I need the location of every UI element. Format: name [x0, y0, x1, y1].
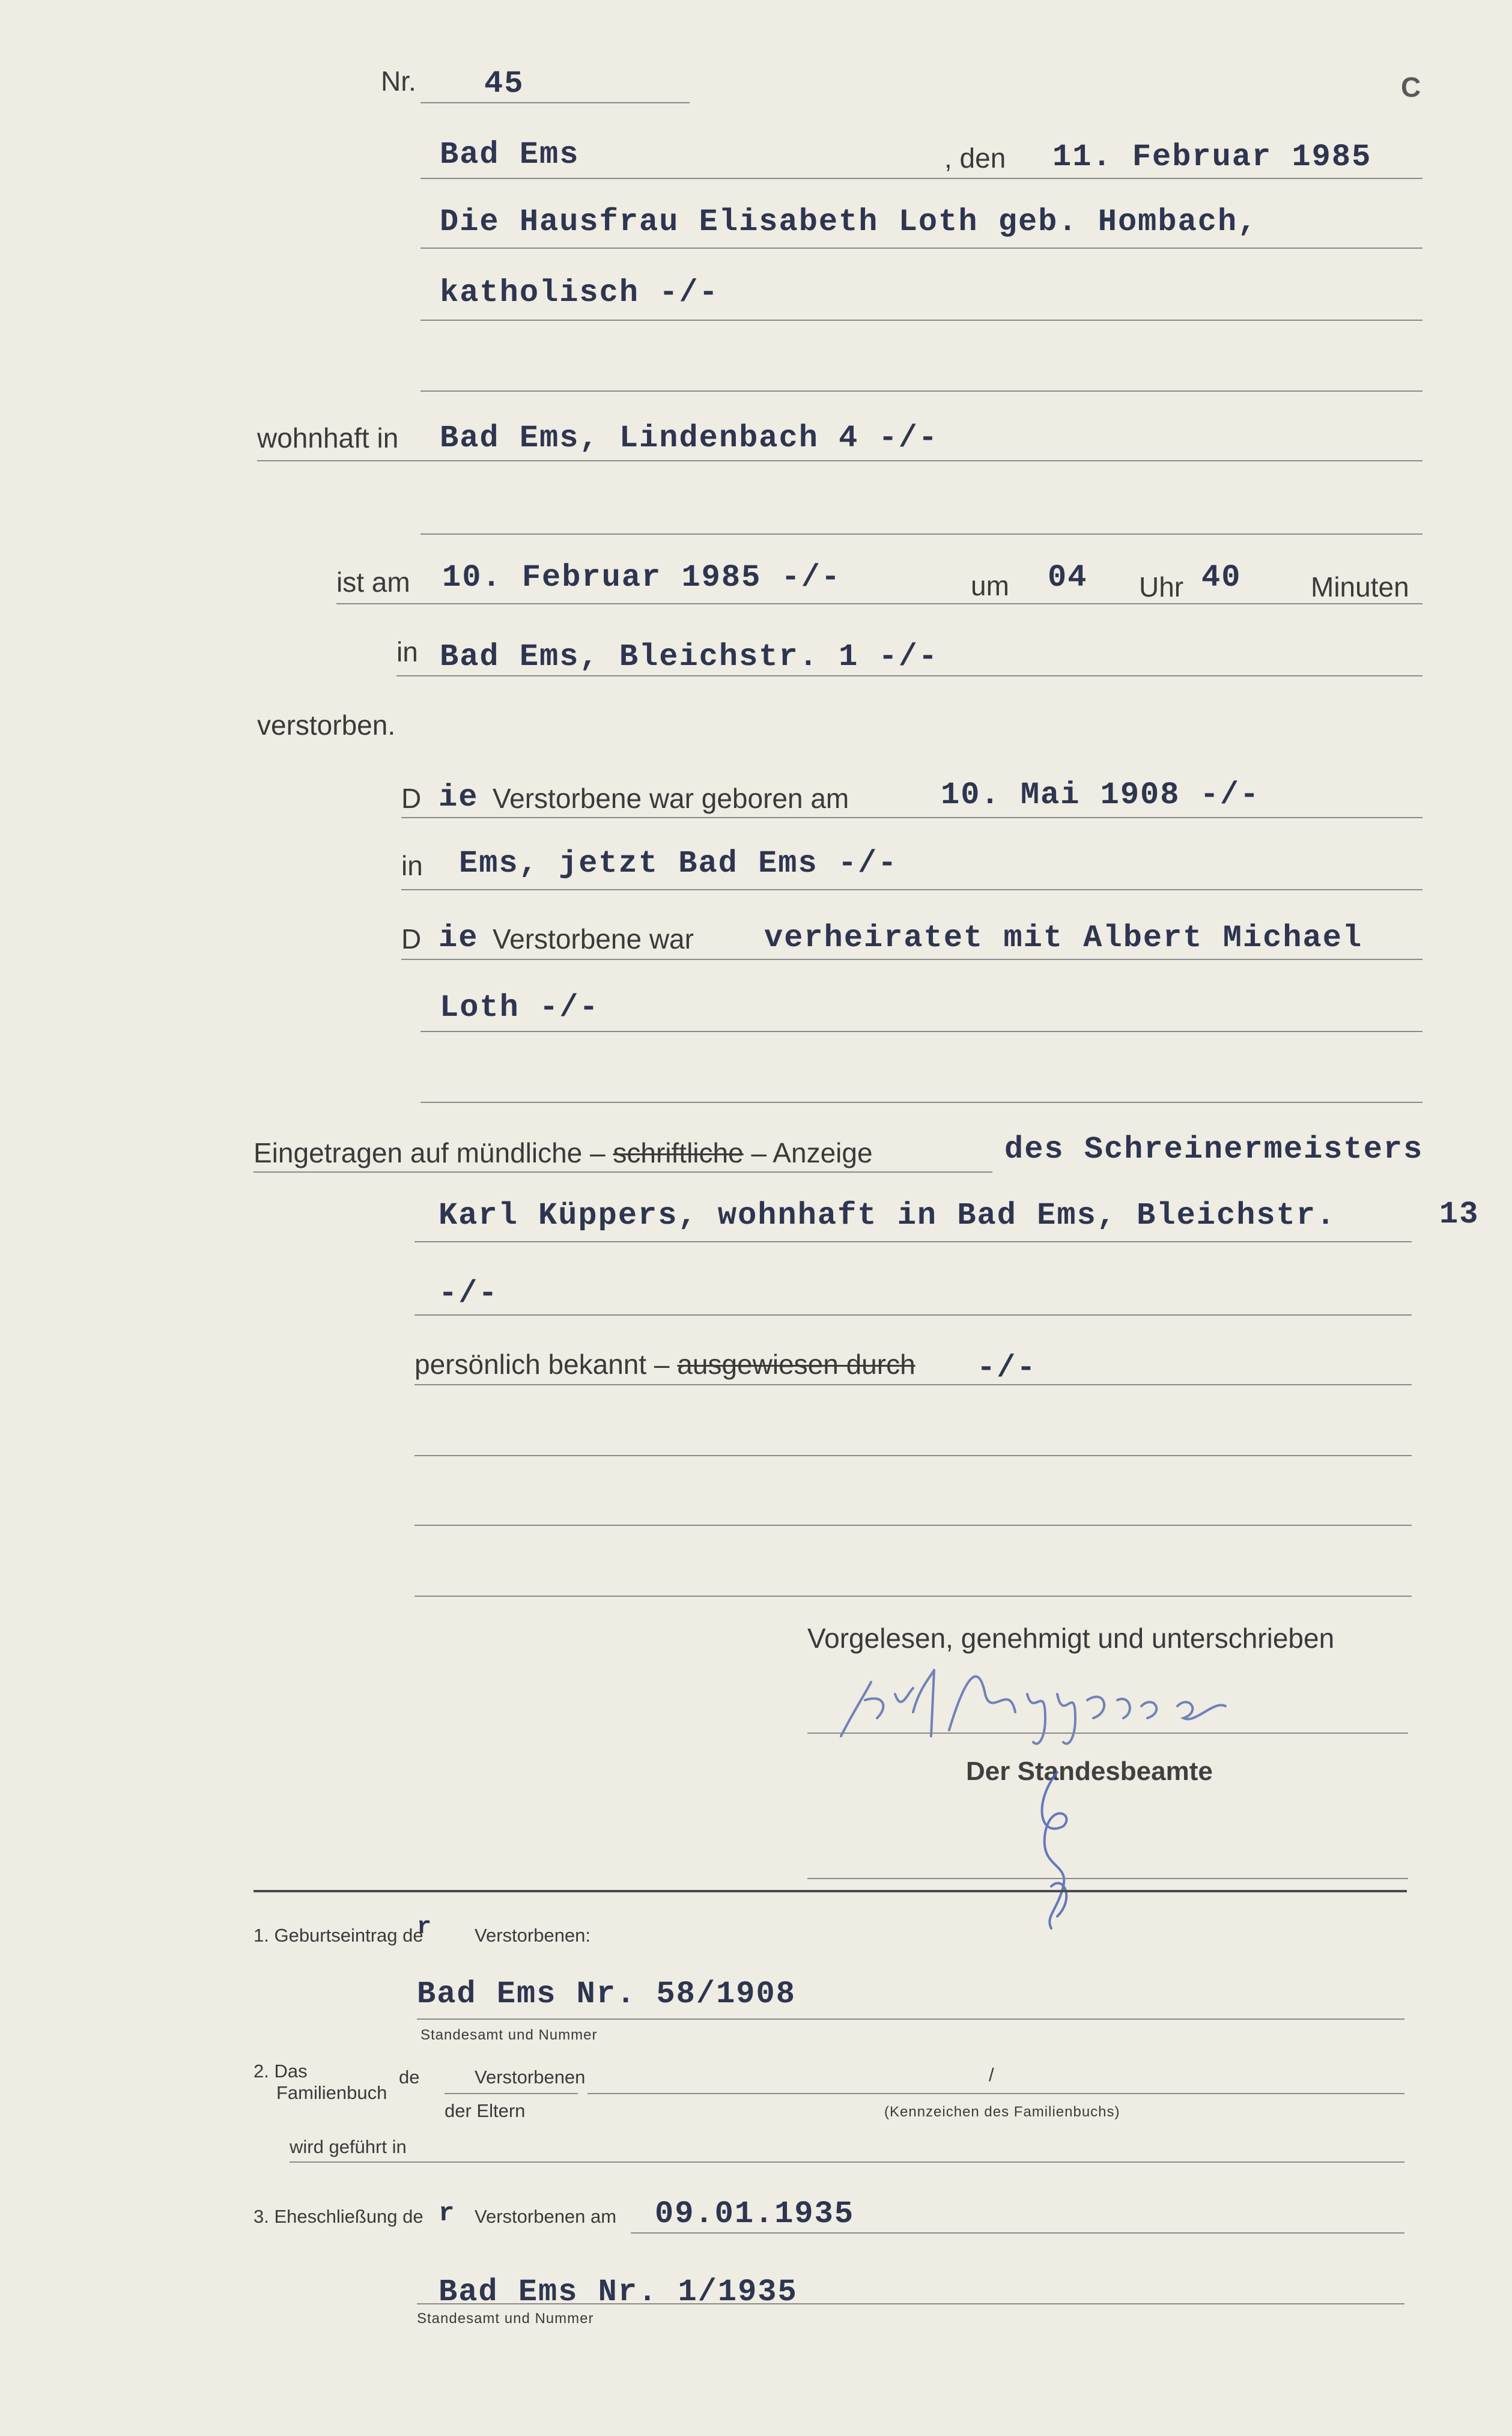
note1-typed: r — [417, 1914, 433, 1941]
death-place: Bad Ems, Bleichstr. 1 -/- — [440, 639, 939, 675]
informant-signature — [829, 1658, 1346, 1754]
note2-wird: wird geführt in — [290, 2136, 407, 2157]
note3-suffix: Verstorbenen am — [475, 2206, 617, 2227]
entry-number: 45 — [484, 66, 524, 102]
note2-verstorbenen: Verstorbenen — [475, 2067, 586, 2088]
deceased-religion: katholisch -/- — [440, 275, 719, 311]
deceased-description: Die Hausfrau Elisabeth Loth geb. Hombach, — [440, 204, 1258, 240]
registration-label — [254, 1137, 873, 1169]
um-label: um — [971, 570, 1009, 601]
registration-label-suffix: – Anzeige — [751, 1137, 873, 1168]
note1-caption: Standesamt und Nummer — [421, 2027, 598, 2043]
death-minute: 40 — [1201, 560, 1242, 595]
registry-place: Bad Ems — [440, 137, 580, 172]
note3-typed: r — [439, 2199, 456, 2229]
marital-d-typed: ie — [439, 920, 479, 956]
residence-value: Bad Ems, Lindenbach 4 -/- — [440, 421, 939, 456]
uhr-label: Uhr — [1139, 571, 1184, 603]
birth-label: Verstorbene war geboren am — [493, 783, 849, 814]
note2-slash: / — [989, 2064, 994, 2085]
nr-label: Nr. — [381, 65, 416, 97]
identification-struck: ausgewiesen durch — [677, 1349, 915, 1380]
read-approved-label: Vorgelesen, genehmigt und unterschrieben — [807, 1623, 1335, 1654]
note1-label: 1. Geburtseintrag de — [254, 1925, 424, 1946]
birth-d-typed: ie — [439, 780, 479, 815]
note3-caption: Standesamt und Nummer — [417, 2310, 594, 2327]
marriage-date: 09.01.1935 — [655, 2196, 855, 2232]
marital-label: Verstorbene war — [493, 923, 694, 955]
identification-known: persönlich bekannt – — [414, 1349, 670, 1380]
minuten-label: Minuten — [1311, 571, 1409, 603]
death-date-label: ist am — [336, 566, 410, 598]
death-hour: 04 — [1048, 560, 1088, 595]
note2-de: de — [399, 2067, 420, 2088]
marital-d-prefix: D — [401, 923, 422, 955]
identification-value: -/- — [977, 1350, 1037, 1386]
marital-status: verheiratet mit Albert Michael — [764, 920, 1363, 956]
note2-eltern: der Eltern — [445, 2100, 526, 2121]
birth-d-prefix: D — [401, 783, 422, 814]
registration-date: 11. Februar 1985 — [1052, 139, 1372, 175]
note2-label-b: Familienbuch — [276, 2082, 387, 2103]
death-place-label: in — [396, 636, 418, 667]
den-label: , den — [944, 142, 1006, 174]
death-date: 10. Februar 1985 -/- — [442, 560, 842, 595]
spouse-surname: Loth -/- — [440, 990, 600, 1025]
informant-name-address: Karl Küppers, wohnhaft in Bad Ems, Bleichstr. — [439, 1198, 1337, 1233]
residence-label: wohnhaft in — [257, 422, 399, 454]
registration-label-struck: schriftliche — [613, 1137, 744, 1168]
marriage-register-entry: Bad Ems Nr. 1/1935 — [439, 2274, 798, 2310]
form-letter: C — [1401, 71, 1421, 103]
birth-place: Ems, jetzt Bad Ems -/- — [459, 846, 898, 881]
informant-end: -/- — [439, 1276, 499, 1311]
birth-place-label: in — [401, 850, 423, 881]
note2-caption: (Kennzeichen des Familienbuchs) — [884, 2104, 1120, 2120]
registrar-label: Der Standesbeamte — [966, 1757, 1213, 1786]
verstorben-label: verstorben. — [257, 709, 396, 741]
registration-label-prefix: Eingetragen auf mündliche – — [254, 1137, 606, 1168]
note3-label: 3. Eheschließung de — [254, 2206, 424, 2227]
informant-house-number: 13 — [1439, 1197, 1480, 1232]
birth-date: 10. Mai 1908 -/- — [941, 777, 1260, 813]
registrar-signature — [1021, 1766, 1093, 1934]
birth-register-entry: Bad Ems Nr. 58/1908 — [417, 1976, 796, 2012]
note2-label-a: 2. Das — [254, 2061, 308, 2082]
informant-title: des Schreinermeisters — [1004, 1132, 1424, 1167]
identification-label — [414, 1348, 915, 1381]
note1-suffix: Verstorbenen: — [475, 1925, 591, 1946]
